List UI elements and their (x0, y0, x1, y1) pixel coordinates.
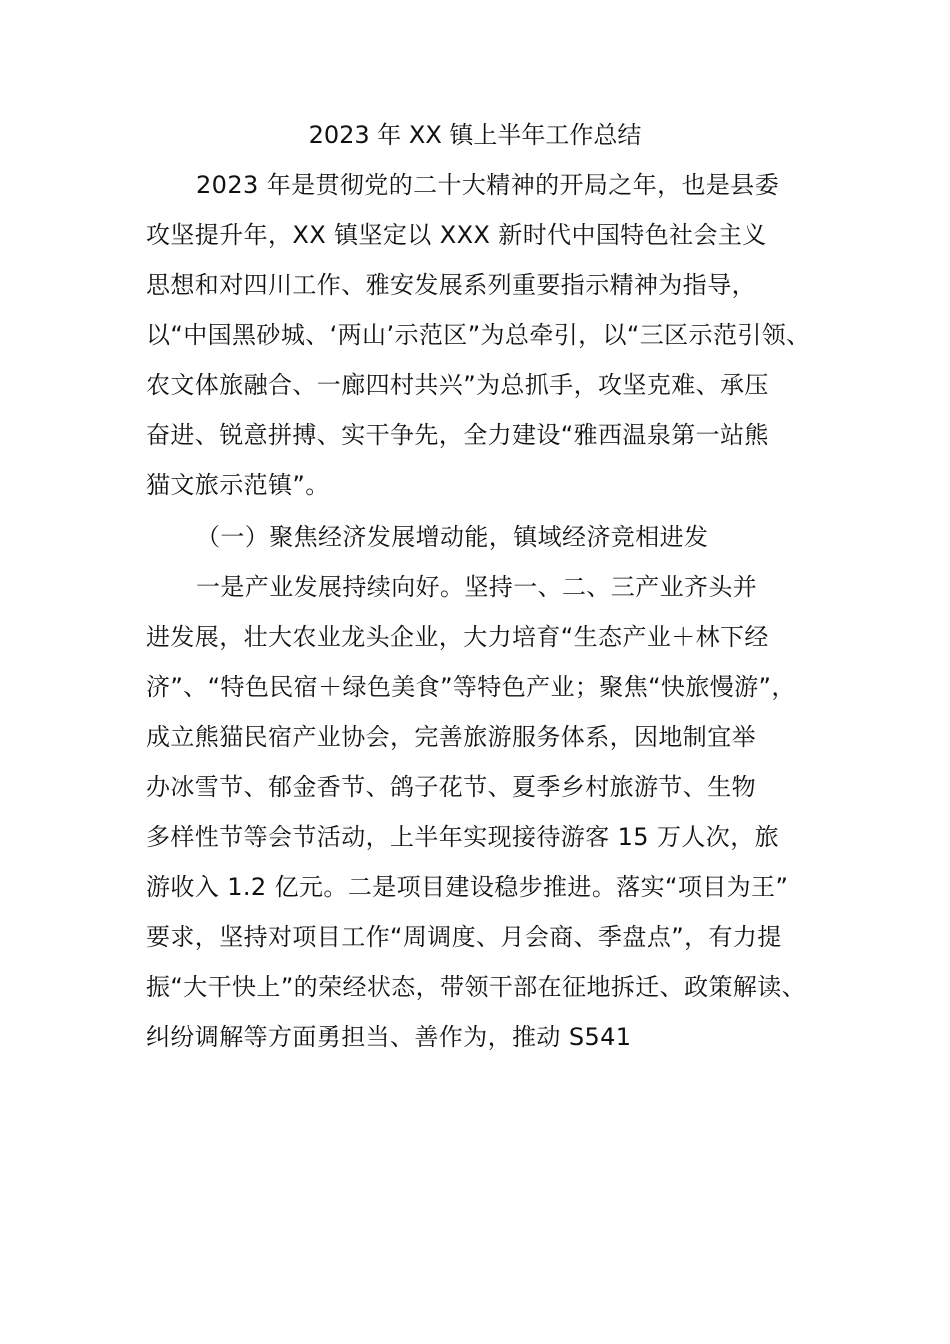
section-heading: （一）聚焦经济发展增动能，镇域经济竞相进发 (196, 523, 709, 551)
paragraph-1-line-3: 思想和对四川工作、雅安发展系列重要指示精神为指导， (146, 271, 756, 299)
paragraph-2-line-3: 济”、“特色民宿＋绿色美食”等特色产业；聚焦“快旅慢游”， (146, 673, 796, 701)
paragraph-1-line-7: 猫文旅示范镇”。 (146, 471, 330, 499)
paragraph-2-line-4: 成立熊猫民宿产业协会，完善旅游服务体系，因地制宜举 (146, 723, 756, 751)
paragraph-2-line-2: 进发展，壮大农业龙头企业，大力培育“生态产业＋林下经 (146, 623, 769, 651)
document-title: 2023 年 XX 镇上半年工作总结 (308, 121, 642, 149)
paragraph-1-line-5: 农文体旅融合、一廊四村共兴”为总抓手，攻坚克难、承压 (146, 371, 769, 399)
paragraph-2-line-5: 办冰雪节、郁金香节、鸽子花节、夏季乡村旅游节、生物 (146, 773, 756, 801)
paragraph-1-line-1: 2023 年是贯彻党的二十大精神的开局之年，也是县委 (196, 171, 780, 199)
paragraph-2-line-7: 游收入 1.2 亿元。二是项目建设稳步推进。落实“项目为王” (146, 873, 789, 901)
paragraph-2-line-6: 多样性节等会节活动，上半年实现接待游客 15 万人次，旅 (146, 823, 779, 851)
paragraph-1-line-6: 奋进、锐意拼搏、实干争先，全力建设“雅西温泉第一站熊 (146, 421, 769, 449)
paragraph-2-line-1: 一是产业发展持续向好。坚持一、二、三产业齐头并 (196, 573, 758, 601)
paragraph-2-line-8: 要求，坚持对项目工作“周调度、月会商、季盘点”，有力提 (146, 923, 782, 951)
paragraph-2-line-9: 振“大干快上”的荣经状态，带领干部在征地拆迁、政策解读、 (146, 973, 807, 1001)
paragraph-1-line-2: 攻坚提升年，XX 镇坚定以 XXX 新时代中国特色社会主义 (146, 221, 767, 249)
paragraph-1-line-4: 以“中国黑砂城、‘两山’示范区”为总牵引，以“三区示范引领、 (146, 321, 811, 349)
paragraph-2-line-10: 纠纷调解等方面勇担当、善作为，推动 S541 (146, 1023, 632, 1051)
